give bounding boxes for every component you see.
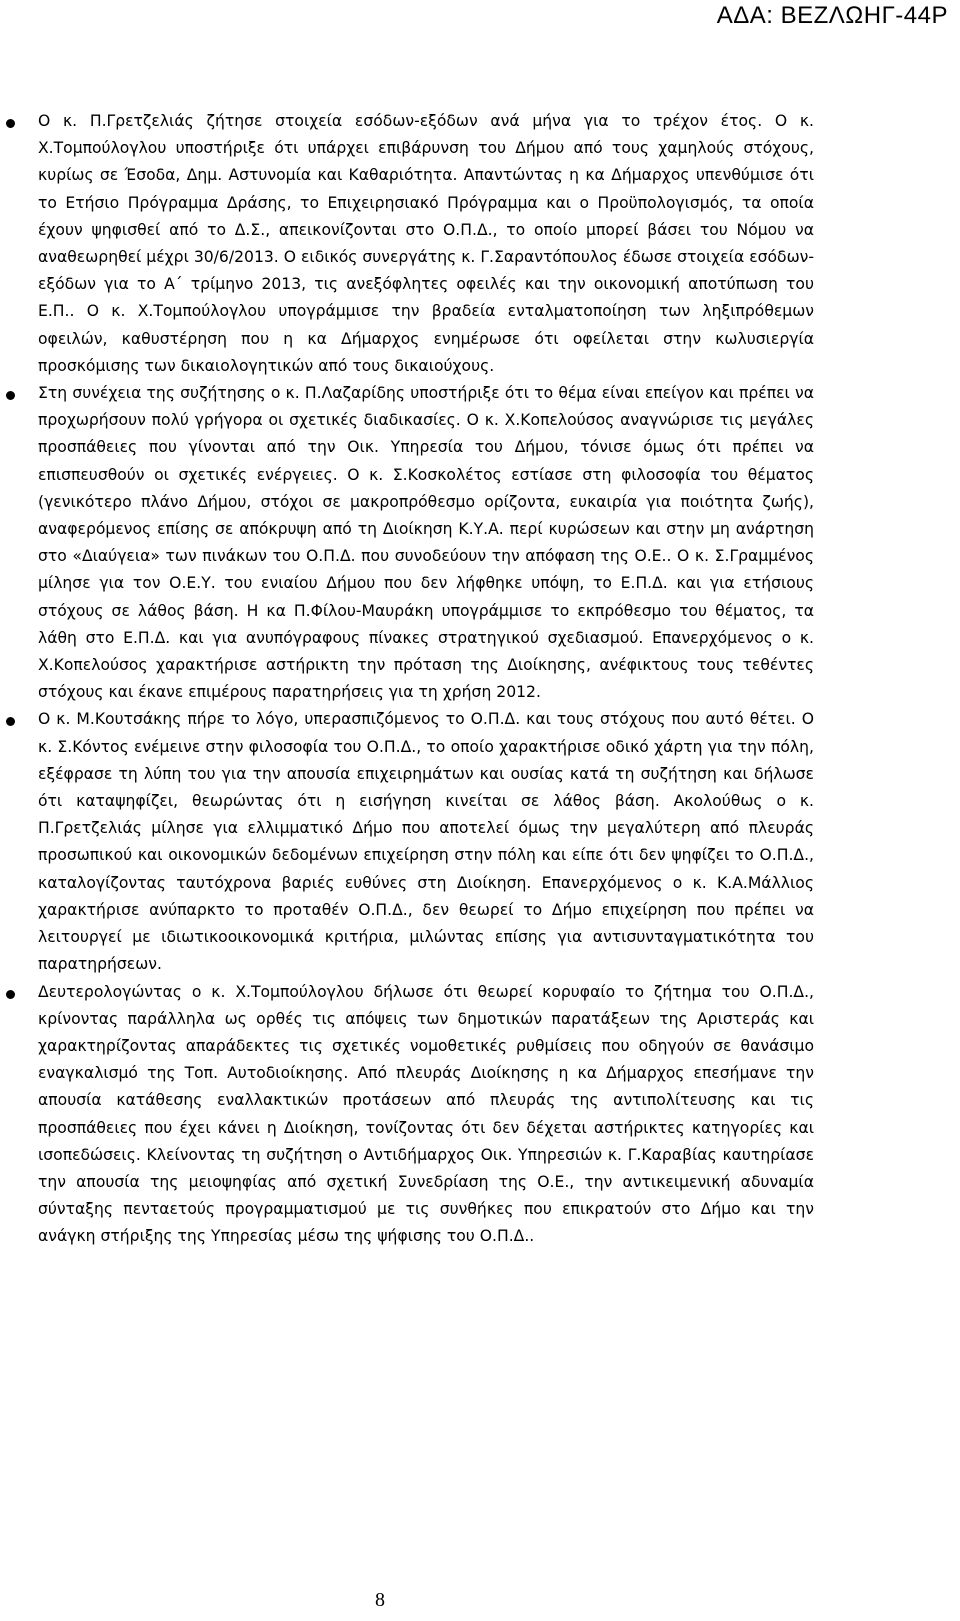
paragraph-text: Ο κ. Π.Γρετζελιάς ζήτησε στοιχεία εσόδων-εξόδων ανά μήνα για το τρέχον έτος. Ο κ. Χ.Τομπούλογλου υποστήριξε ότι υπάρχει επιβάρυνση του Δήμου από τους χαμηλούς στόχους, κυρίως σε Έσοδα, Δημ. Αστυνομία και Καθαριότητα. Απαντώντας η κα Δήμαρχος υπενθύμισε ότι το Ετήσιο Πρόγραμμα Δράσης, το Επιχειρησιακό Πρόγραμμα και ο Προϋπολογισμός, τα οποία έχουν ψηφισθεί από το Δ.Σ., απεικονίζονται στο Ο.Π.Δ., το οποίο μπορεί βάσει του Νόμου να αναθεωρηθεί μέχρι 30/6/2013. Ο ειδικός συνεργάτης κ. Γ.Σαραντόπουλος έδωσε στοιχεία εσόδων-εξόδων για το Α΄ τρίμηνο 2013, τις ανεξόφλητες οφειλές και την οικονομική αποτύπωση του Ε.Π.. Ο κ. Χ.Τομπούλογλου υπογράμμισε την βραδεία ενταλματοποίηση των ληξιπρόθεμων οφειλών, καθυστέρηση που η κα Δήμαρχος ενημέρωσε ότι οφείλεται στην κωλυσιεργία προσκόμισης των δικαιολογητικών από τους δικαιούχους. [38, 112, 814, 375]
page-number: 8 [375, 1589, 385, 1611]
paragraph-text: Στη συνέχεια της συζήτησης ο κ. Π.Λαζαρίδης υποστήριξε ότι το θέμα είναι επείγον και πρέπει να προχωρήσουν πολύ γρήγορα οι σχετικές διαδικασίες. Ο κ. Χ.Κοπελούσος αναγνώρισε τις μεγάλες προσπάθειες που γίνονται από την Οικ. Υπηρεσία του Δήμου, τόνισε όμως ότι πρέπει να επισπευσθούν οι σχετικές ενέργειες. Ο κ. Σ.Κοσκολέτος εστίασε στη φιλοσοφία του θέματος (γενικότερο πλάνο Δήμου, στόχοι σε μακροπρόθεσμο ορίζοντα, ευκαιρία για ποιότητα ζωής), αναφερόμενος επίσης σε απόκρυψη από τη Διοίκηση Κ.Υ.Α. περί κυρώσεων και στην μη ανάρτηση στο «Διαύγεια» των πινάκων του Ο.Π.Δ. που συνοδεύουν την απόφαση της Ο.Ε.. Ο κ. Σ.Γραμμένος μίλησε για τον Ο.Ε.Υ. του ενιαίου Δήμου που δεν λήφθηκε υπόψη, το Ε.Π.Δ. και για ετήσιους στόχους σε λάθος βάση. Η κα Π.Φίλου-Μαυράκη υπογράμμισε το εκπρόθεσμο του θέματος, τα λάθη στο Ε.Π.Δ. και για ανυπόγραφους πίνακες στρατηγικού σχεδιασμού. Επανερχόμενος ο κ. Χ.Κοπελούσος χαρακτήρισε αστήρικτη την πρόταση της Διοίκησης, ανέφικτους τους τεθέντες στόχους και έκανε επιμέρους παρατηρήσεις για τη χρήση 2012. [38, 384, 814, 702]
ada-document-code: ΑΔΑ: ΒΕΖΛΩΗΓ-44Ρ [716, 2, 948, 29]
paragraph-text: Δευτερολογώντας ο κ. Χ.Τομπούλογλου δήλωσε ότι θεωρεί κορυφαίο το ζήτημα του Ο.Π.Δ., κρίνοντας παράλληλα ως ορθές τις απόψεις των δημοτικών παρατάξεων της Αριστεράς και χαρακτηρίζοντας απαράδεκτες τις σχετικές νομοθετικές ρυθμίσεις που οδηγούν σε θανάσιμο εναγκαλισμό της Τοπ. Αυτοδιοίκησης. Από πλευράς Διοίκησης η κα Δήμαρχος επεσήμανε την απουσία κατάθεσης εναλλακτικών προτάσεων από πλευράς της αντιπολίτευσης και τις προσπάθειες που έχει κάνει η Διοίκηση, τονίζοντας ότι δεν δέχεται αστήρικτες κατηγορίες και ισοπεδώσεις. Κλείνοντας τη συζήτηση ο Αντιδήμαρχος Οικ. Υπηρεσιών κ. Γ.Καραβίας καυτηρίασε την απουσία της μειοψηφίας από σχετική Συνεδρίαση της Ο.Ε., την αντικειμενική αδυναμία σύνταξης πενταετούς προγραμματισμού με τις συνθήκες που επικρατούν στο Δήμο και την ανάγκη στήριξης της Υπηρεσίας μέσω της ψήφισης του Ο.Π.Δ.. [38, 982, 814, 1246]
paragraph-text: Ο κ. Μ.Κουτσάκης πήρε το λόγο, υπερασπιζόμενος το Ο.Π.Δ. και τους στόχους που αυτό θέτει. Ο κ. Σ.Κόντος ενέμεινε στην φιλοσοφία του Ο.Π.Δ., το οποίο χαρακτήρισε οδικό χάρτη για την πόλη, εξέφρασε τη λύπη του για την απουσία επιχειρημάτων και ουσίας κατά τη συζήτηση και δήλωσε ότι καταψηφίζει, θεωρώντας ότι η εισήγηση κινείται σε λάθος βάση. Ακολούθως ο κ. Π.Γρετζελιάς μίλησε για ελλιμματικό Δήμο που αποτελεί όμως την μεγαλύτερη από πλευράς προσωπικού και οικονομικών δεδομένων επιχείρηση στην πόλη και είπε ότι δεν ψηφίζει το Ο.Π.Δ., καταλογίζοντας ταυτόχρονα βαριές ευθύνες στη Διοίκηση. Επανερχόμενος ο κ. Κ.Α.Μάλλιος χαρακτήρισε ανύπαρκτο το προταθέν Ο.Π.Δ., δεν θεωρεί το Δήμο επιχείρηση που πρέπει να λειτουργεί με ιδιωτικοοικονομικά κριτήρια, μιλώντας επίσης για αντισυνταγματικότητα του παρατηρήσεων. [38, 710, 814, 974]
